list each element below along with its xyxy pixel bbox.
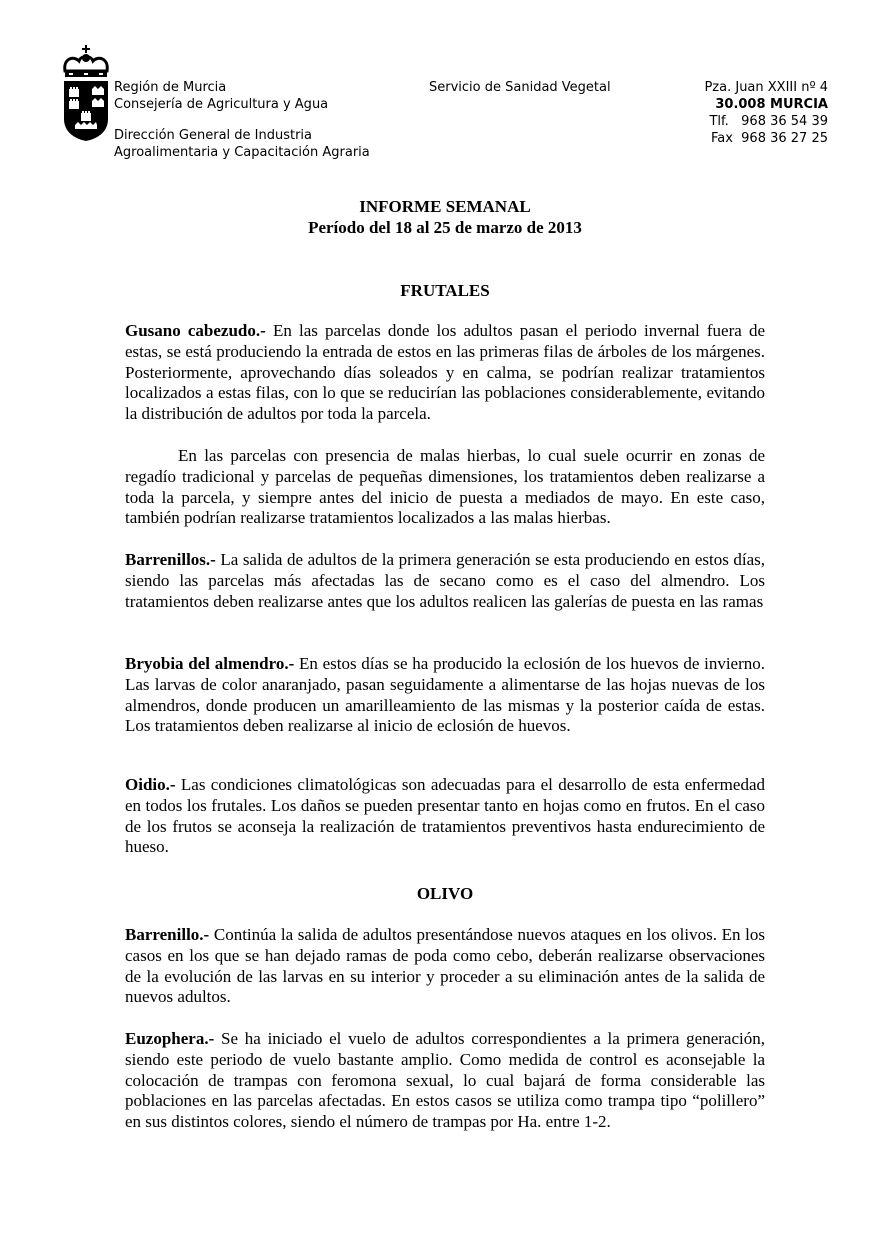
term-euzophera: Euzophera.- bbox=[125, 1029, 215, 1048]
address-fax: Fax 968 36 27 25 bbox=[710, 131, 828, 146]
report-period: Período del 18 al 25 de marzo de 2013 bbox=[308, 218, 582, 237]
section-heading-olivo: OLIVO bbox=[416, 884, 474, 903]
text-malas-hierbas: En las parcelas con presencia de malas hierbas, lo cual suele ocurrir en zonas de regadío tradicional y parcelas de pequeñas dimensiones, los tratamientos deben realizarse a toda la parcela, y siempre antes del inicio de puesta a mediados de mayo. En este caso, también podrían realizarse tratamientos localizados a las malas hierbas. bbox=[125, 446, 765, 528]
term-bryobia: Bryobia del almendro.- bbox=[125, 654, 295, 673]
term-oidio: Oidio.- bbox=[125, 775, 176, 794]
text-barrenillo: Continúa la salida de adultos presentándose nuevos ataques en los olivos. En los casos en los que se han dejado ramas de poda como cebo, deberán realizarse observaciones de la evolución de las larvas en su interior y proceder a su eliminación antes de la salida de nuevos adultos. bbox=[125, 925, 765, 1007]
address-city: 30.008 MURCIA bbox=[715, 97, 828, 112]
org-ministry: Consejería de Agricultura y Agua bbox=[114, 97, 329, 112]
text-gusano-cabezudo: En las parcelas donde los adultos pasan el periodo invernal fuera de estas, se está produciendo la entrada de estos en las primeras filas de árboles de los márgenes. Posteriormente, aprovechando días soleados y en calma, se podrían realizar tratamientos localizados a estas filas, con lo que se reducirían las poblaciones considerablemente, evitando la distribución de adultos por toda la parcela. bbox=[125, 321, 765, 424]
org-region: Región de Murcia bbox=[114, 80, 227, 95]
report-title: INFORME SEMANAL bbox=[359, 197, 531, 216]
service-name: Servicio de Sanidad Vegetal bbox=[429, 80, 611, 95]
paragraph-bryobia bbox=[125, 654, 765, 737]
organization-block bbox=[114, 79, 328, 113]
paragraph-malas-hierbas bbox=[125, 446, 765, 529]
paragraph-oidio bbox=[125, 775, 765, 858]
paragraph-euzophera bbox=[125, 1029, 765, 1133]
organization-directorate bbox=[114, 127, 370, 161]
section-heading-frutales: FRUTALES bbox=[400, 281, 490, 300]
term-barrenillos: Barrenillos.- bbox=[125, 550, 216, 569]
text-barrenillos: La salida de adultos de la primera generación se esta produciendo en estos días, siendo las parcelas más afectadas las de secano como es el caso del almendro. Los tratamientos deben realizarse antes que los adultos realicen las galerías de puesta en las ramas bbox=[125, 550, 765, 611]
term-gusano-cabezudo: Gusano cabezudo.- bbox=[125, 321, 266, 340]
address-block bbox=[704, 79, 828, 147]
org-directorate-line2: Agroalimentaria y Capacitación Agraria bbox=[114, 145, 370, 160]
text-bryobia: En estos días se ha producido la eclosión de los huevos de invierno. Las larvas de color anaranjado, pasan seguidamente a alimentarse de las hojas nuevas de los almendros, donde producen un amarilleamiento de las mismas y la posterior caída de estas. Los tratamientos deben realizarse al inicio de eclosión de huevos. bbox=[125, 654, 765, 736]
term-barrenillo: Barrenillo.- bbox=[125, 925, 210, 944]
address-street: Pza. Juan XXIII nº 4 bbox=[704, 80, 828, 95]
paragraph-barrenillos bbox=[125, 550, 765, 612]
paragraph-gusano-cabezudo bbox=[125, 321, 765, 425]
text-euzophera: Se ha iniciado el vuelo de adultos correspondientes a la primera generación, siendo este periodo de vuelo bastante amplio. Como medida de control es aconsejable la colocación de trampas con feromona sexual, lo cual bajará de forma considerable las poblaciones en las parcelas afectadas. En estos casos se utiliza como trampa tipo “polillero” en sus distintos colores, siendo el número de trampas por Ha. entre 1-2. bbox=[125, 1029, 765, 1132]
address-phone: Tlf. 968 36 54 39 bbox=[709, 114, 828, 129]
paragraph-barrenillo-olivo bbox=[125, 925, 765, 1008]
coat-of-arms-icon bbox=[61, 45, 111, 141]
org-directorate-line1: Dirección General de Industria bbox=[114, 128, 313, 143]
text-oidio: Las condiciones climatológicas son adecuadas para el desarrollo de esta enfermedad en todos los frutales. Los daños se pueden presentar tanto en hojas como en frutos. En el caso de los frutos se aconseja la realización de tratamientos preventivos hasta endurecimiento de hueso. bbox=[125, 775, 765, 857]
